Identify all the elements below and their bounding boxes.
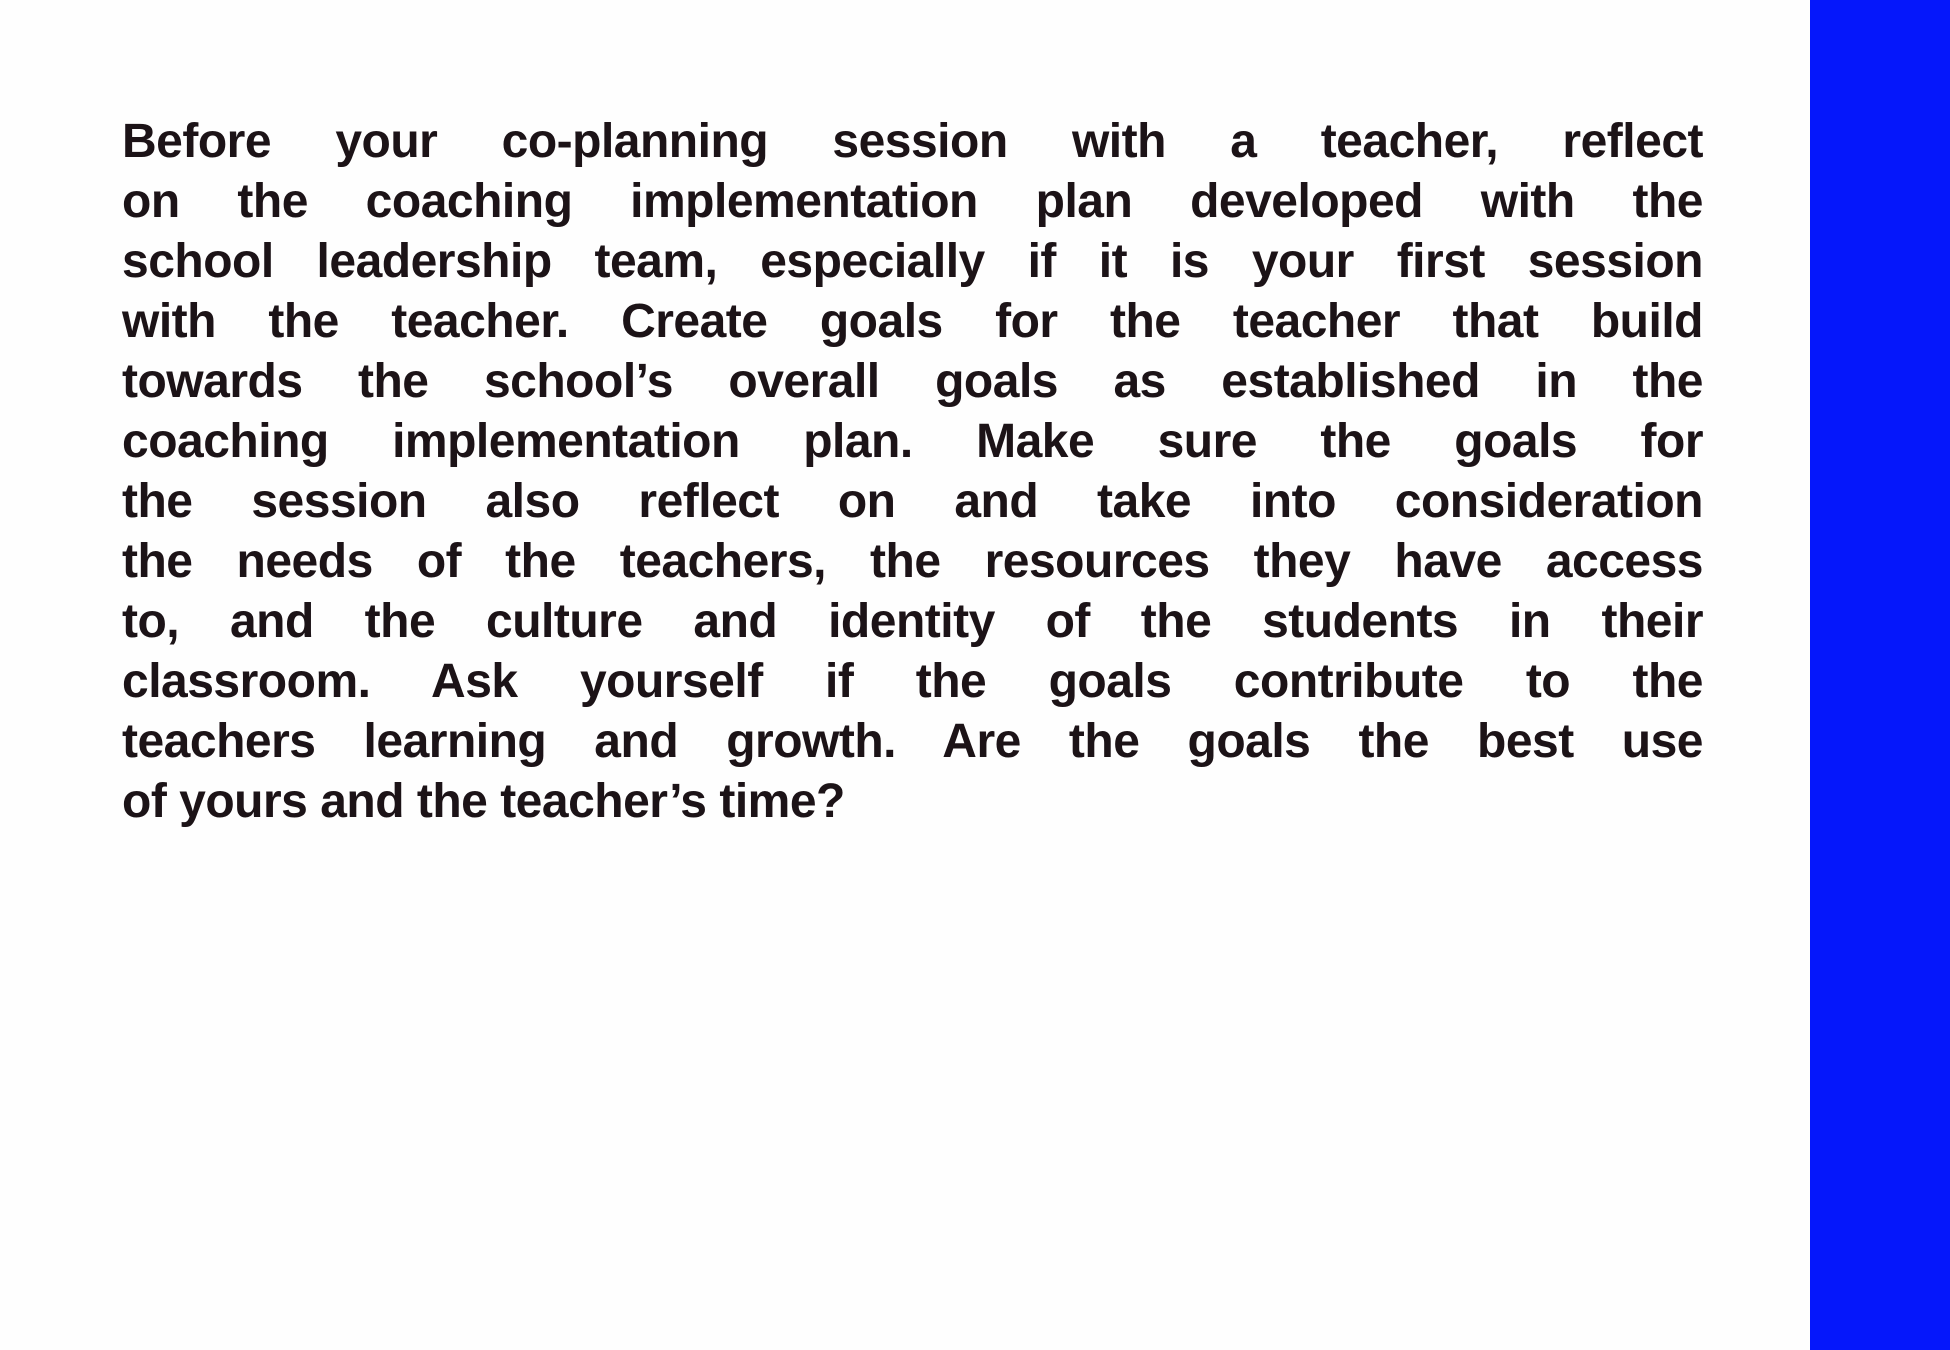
paragraph-line-last: of yours and the teacher’s time?	[122, 775, 845, 828]
paragraph-line: teachers learning and growth. Are the goals the best use	[122, 715, 1703, 768]
paragraph-line: towards the school’s overall goals as established in the	[122, 355, 1703, 408]
paragraph-line: on the coaching implementation plan developed with the	[122, 175, 1703, 228]
paragraph-line: with the teacher. Create goals for the teacher that build	[122, 295, 1703, 348]
paragraph-line: to, and the culture and identity of the students in their	[122, 595, 1703, 648]
paragraph-line: Before your co-planning session with a teacher, reflect	[122, 115, 1703, 168]
paragraph-line: the needs of the teachers, the resources they have access	[122, 535, 1703, 588]
paragraph-line: school leadership team, especially if it is your first session	[122, 235, 1703, 288]
paragraph-line: coaching implementation plan. Make sure the goals for	[122, 415, 1703, 468]
paragraph-line: the session also reflect on and take into consideration	[122, 475, 1703, 528]
accent-bar	[1810, 0, 1950, 1350]
body-paragraph	[122, 112, 1703, 832]
paragraph-line: classroom. Ask yourself if the goals contribute to the	[122, 655, 1703, 708]
